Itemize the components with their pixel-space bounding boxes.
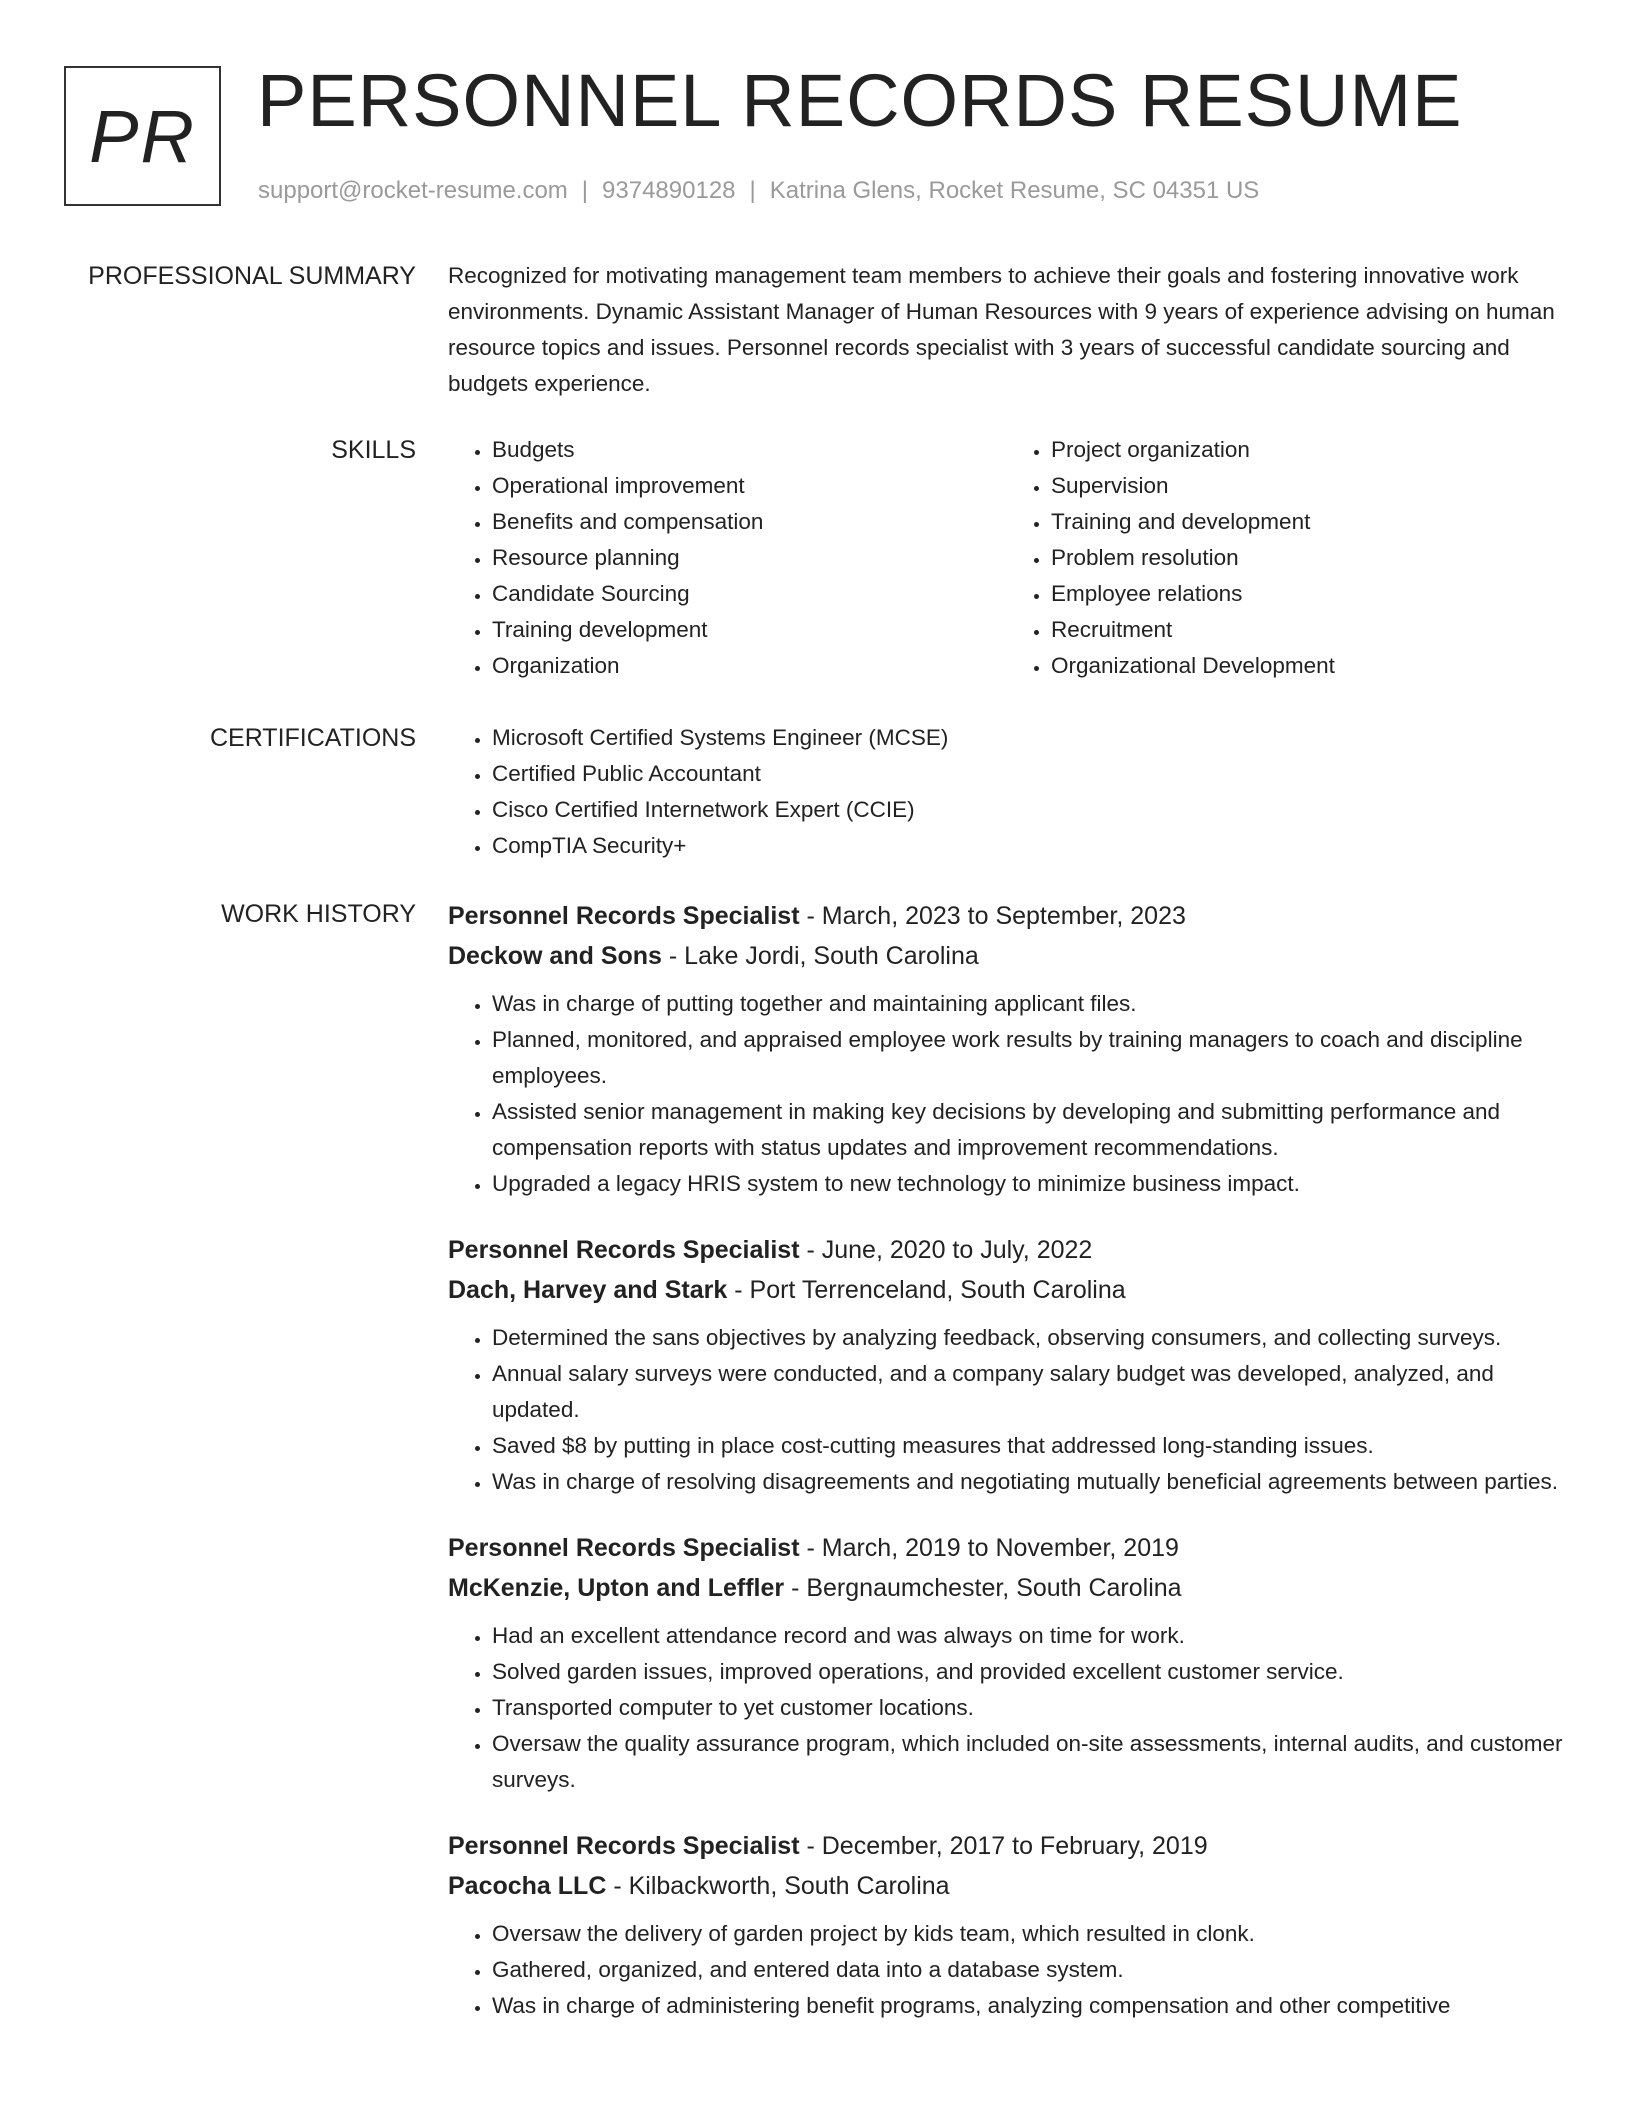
summary-text: Recognized for motivating management team members to achieve their goals and fostering innovative work environments. Dynamic Assistant Manager of Human Resources with 9 years of experience advising on human resource topics and issues. Personnel records specialist with 3 years of successful candidate sourcing and budgets experience. — [448, 263, 1555, 396]
address-text: Katrina Glens, Rocket Resume, SC 04351 US — [769, 177, 1260, 204]
job-company-line — [448, 1568, 1566, 1608]
job-bullet: • Solved garden issues, improved operations, and provided excellent customer service. — [492, 1654, 1566, 1690]
job-bullet: • Oversaw the delivery of garden project by kids team, which resulted in clonk. — [492, 1916, 1566, 1952]
job-title-line — [448, 896, 1566, 936]
certification-item: • CompTIA Security+ — [492, 828, 1566, 864]
job-title-line — [448, 1528, 1566, 1568]
section-label-skills: SKILLS — [331, 436, 416, 464]
job-title: Personnel Records Specialist — [448, 902, 800, 930]
phone-text: 9374890128 — [602, 177, 736, 204]
job-dates: - March, 2019 to November, 2019 — [799, 1534, 1179, 1562]
job-company: Dach, Harvey and Stark — [448, 1276, 728, 1304]
job-bullet: • Transported computer to yet customer locations. — [492, 1690, 1566, 1726]
job-location: - Port Terrenceland, South Carolina — [727, 1276, 1126, 1304]
monogram-logo: PR — [64, 66, 221, 206]
skill-item: • Organization — [492, 648, 1007, 684]
job-location: - Lake Jordi, South Carolina — [661, 942, 979, 970]
job-bullet: • Oversaw the quality assurance program, which included on-site assessments, internal audits, and customer surveys. — [492, 1726, 1566, 1798]
work-history-content — [448, 896, 1566, 2052]
certification-item: • Cisco Certified Internetwork Expert (CCIE) — [492, 792, 1566, 828]
job-bullet: • Was in charge of resolving disagreements and negotiating mutually beneficial agreements between parties. — [492, 1464, 1566, 1500]
job-company-line — [448, 1866, 1566, 1906]
job-bullet: • Assisted senior management in making key decisions by developing and submitting performance and compensation reports with status updates and improvement recommendations. — [492, 1094, 1566, 1166]
skill-item: • Employee relations — [1051, 576, 1566, 612]
job-location: - Kilbackworth, South Carolina — [606, 1872, 950, 1900]
job-bullets — [448, 1916, 1566, 2024]
job-entry — [448, 1230, 1566, 1500]
summary-content — [448, 258, 1566, 402]
job-bullet: • Upgraded a legacy HRIS system to new technology to minimize business impact. — [492, 1166, 1566, 1202]
job-entry — [448, 1528, 1566, 1798]
contact-separator: | — [749, 177, 756, 204]
section-label-work-history: WORK HISTORY — [221, 900, 416, 928]
contact-separator: | — [581, 177, 589, 204]
job-bullet: • Had an excellent attendance record and was always on time for work. — [492, 1618, 1566, 1654]
section-label-summary: PROFESSIONAL SUMMARY — [88, 262, 416, 290]
certifications-content — [448, 720, 1566, 864]
job-bullets — [448, 986, 1566, 1202]
job-bullet: • Planned, monitored, and appraised employee work results by training managers to coach and discipline employees. — [492, 1022, 1566, 1094]
skill-item: • Candidate Sourcing — [492, 576, 1007, 612]
job-entry — [448, 1826, 1566, 2024]
job-bullet: • Was in charge of administering benefit programs, analyzing compensation and other competitive — [492, 1988, 1566, 2024]
skill-item: • Operational improvement — [492, 468, 1007, 504]
job-title: Personnel Records Specialist — [448, 1832, 800, 1860]
job-company-line — [448, 936, 1566, 976]
job-bullet: • Was in charge of putting together and maintaining applicant files. — [492, 986, 1566, 1022]
certifications-list — [448, 720, 1566, 864]
job-location: - Bergnaumchester, South Carolina — [784, 1574, 1182, 1602]
certification-item: • Microsoft Certified Systems Engineer (MCSE) — [492, 720, 1566, 756]
job-company: Deckow and Sons — [448, 942, 662, 970]
skill-item: • Budgets — [492, 432, 1007, 468]
job-company: Pacocha LLC — [448, 1872, 607, 1900]
job-company: McKenzie, Upton and Leffler — [448, 1574, 785, 1602]
skill-item: • Project organization — [1051, 432, 1566, 468]
job-entry — [448, 896, 1566, 1202]
job-dates: - June, 2020 to July, 2022 — [799, 1236, 1093, 1264]
section-label-certifications: CERTIFICATIONS — [209, 724, 416, 752]
job-bullet: • Gathered, organized, and entered data into a database system. — [492, 1952, 1566, 1988]
skills-content — [448, 432, 1566, 684]
job-bullet: • Annual salary surveys were conducted, and a company salary budget was developed, analyzed, and updated. — [492, 1356, 1566, 1428]
email-text: support@rocket-resume.com — [258, 177, 568, 204]
job-company-line — [448, 1270, 1566, 1310]
certification-item: • Certified Public Accountant — [492, 756, 1566, 792]
job-bullets — [448, 1320, 1566, 1500]
job-dates: - March, 2023 to September, 2023 — [799, 902, 1186, 930]
job-title-line — [448, 1826, 1566, 1866]
job-bullets — [448, 1618, 1566, 1798]
job-bullet: • Saved $8 by putting in place cost-cutting measures that addressed long-standing issues. — [492, 1428, 1566, 1464]
skill-item: • Organizational Development — [1051, 648, 1566, 684]
job-title: Personnel Records Specialist — [448, 1534, 800, 1562]
skill-item: • Training and development — [1051, 504, 1566, 540]
skill-item: • Benefits and compensation — [492, 504, 1007, 540]
skill-item: • Recruitment — [1051, 612, 1566, 648]
skill-item: • Problem resolution — [1051, 540, 1566, 576]
skills-list-left — [448, 432, 1007, 684]
job-title: Personnel Records Specialist — [448, 1236, 800, 1264]
contact-line — [258, 174, 1259, 208]
page-title: PERSONNEL RECORDS RESUME — [257, 59, 1463, 142]
skill-item: • Resource planning — [492, 540, 1007, 576]
skill-item: • Supervision — [1051, 468, 1566, 504]
job-dates: - December, 2017 to February, 2019 — [799, 1832, 1208, 1860]
job-bullet: • Determined the sans objectives by analyzing feedback, observing consumers, and collecting surveys. — [492, 1320, 1566, 1356]
skills-list-right — [1007, 432, 1566, 684]
skill-item: • Training development — [492, 612, 1007, 648]
job-title-line — [448, 1230, 1566, 1270]
